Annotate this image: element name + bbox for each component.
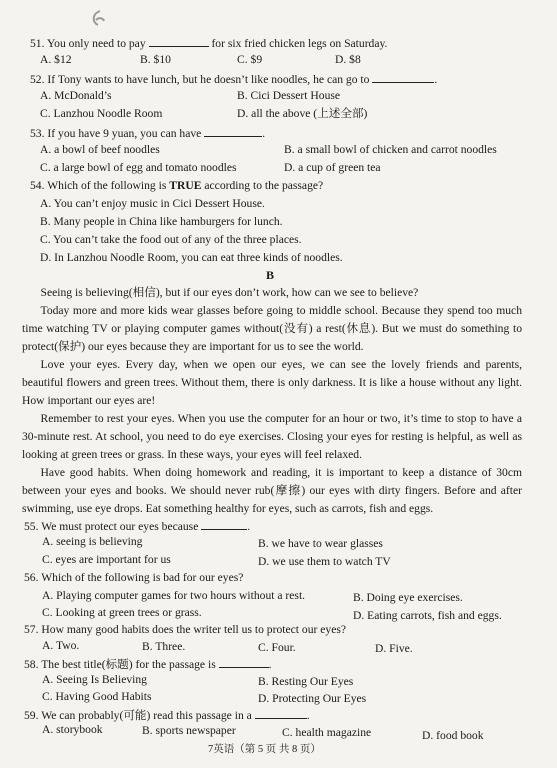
question-58: 58. The best title(标题) for the passage is . (24, 658, 272, 671)
answer-blank[interactable] (204, 125, 262, 137)
option-a: A. McDonald’s (40, 89, 112, 102)
option-d: D. all the above (上述全部) (237, 107, 368, 120)
option-c: C. Lanzhou Noodle Room (40, 107, 163, 120)
option-b: B. Cici Dessert House (237, 89, 341, 102)
option-b: B. Doing eye exercises. (353, 591, 463, 604)
option-a: A. $12 (40, 53, 72, 66)
option-d: D. we use them to watch TV (258, 555, 391, 568)
answer-blank[interactable] (372, 71, 434, 83)
paragraph: Remember to rest your eyes. When you use the computer for an hour or two, it’s time to stop to have a 30-minute rest. At school, you need to do eye exercises. Closing your eyes for resting is helpful, as well as looking at green trees or grass. In these ways, your eyes will feel relaxed. (22, 412, 522, 462)
question-53: 53. If you have 9 yuan, you can have . (30, 127, 266, 140)
answer-blank[interactable] (149, 35, 209, 47)
option-d: D. $8 (335, 53, 361, 66)
section-heading: B (266, 268, 275, 282)
option-a: A. a bowl of beef noodles (40, 143, 160, 156)
option-a: A. Playing computer games for two hours without a rest. (42, 589, 306, 602)
option-b: B. $10 (140, 53, 171, 66)
question-51: 51. You only need to pay for six fried chicken legs on Saturday. (30, 37, 388, 50)
page-footer: 7英语（第 5 页 共 8 页） (208, 744, 321, 755)
paragraph: Have good habits. When doing homework and reading, it is important to keep a distance of 30cm between your eyes and books. We should never rub(摩擦) our eyes with dirty fingers. Before and after swimming, use eye drops. Eat something healthy for eyes, such as carrots, fish and eggs. (22, 466, 522, 516)
option-b: B. Resting Our Eyes (258, 675, 354, 688)
option-a: A. seeing is believing (42, 535, 143, 548)
option-c: C. Four. (258, 641, 296, 654)
paragraph: Today more and more kids wear glasses before going to middle school. Because they spend too much time watching TV or playing computer games without(没有) a rest(休息). But we must do something to protect(保护) our eyes because they are important for us to see the world. (22, 304, 522, 354)
question-52: 52. If Tony wants to have lunch, but he doesn’t like noodles, he can go to . (30, 73, 438, 86)
option-d: D. In Lanzhou Noodle Room, you can eat three kinds of noodles. (40, 251, 343, 264)
option-b: B. we have to wear glasses (258, 537, 383, 550)
option-b: B. sports newspaper (142, 724, 236, 737)
option-a: A. Seeing Is Believing (42, 673, 147, 686)
answer-blank[interactable] (219, 656, 269, 668)
option-c: C. eyes are important for us (42, 553, 171, 566)
paragraph: Seeing is believing(相信), but if our eyes don’t work, how can we see to believe? (40, 286, 419, 299)
question-59: 59. We can probably(可能) read this passage in a . (24, 709, 310, 722)
question-57: 57. How many good habits does the writer tell us to protect our eyes? (24, 623, 346, 636)
option-a: A. You can’t enjoy music in Cici Dessert House. (40, 197, 265, 210)
option-a: A. Two. (42, 639, 80, 652)
option-b: B. Many people in China like hamburgers for lunch. (40, 215, 283, 228)
option-b: B. Three. (142, 640, 186, 653)
paragraph: Love your eyes. Every day, when we open our eyes, we can see the lovely friends and parents, beautiful flowers and green trees. Without them, there is only darkness. It is like a house without any light. How important our eyes are! (22, 358, 522, 408)
option-c: C. Having Good Habits (42, 690, 152, 703)
option-a: A. storybook (42, 723, 103, 736)
answer-blank[interactable] (201, 518, 247, 530)
option-b: B. a small bowl of chicken and carrot noodles (284, 143, 497, 156)
option-d: D. a cup of green tea (284, 161, 381, 174)
question-54: 54. Which of the following is TRUE according to the passage? (30, 179, 324, 192)
question-56: 56. Which of the following is bad for our eyes? (24, 571, 244, 584)
option-c: C. health magazine (282, 726, 372, 739)
option-c: C. You can’t take the food out of any of the three places. (40, 233, 302, 246)
option-d: D. Protecting Our Eyes (258, 692, 367, 705)
option-c: C. a large bowl of egg and tomato noodles (40, 161, 237, 174)
answer-blank[interactable] (255, 707, 307, 719)
option-d: D. food book (422, 729, 484, 742)
option-c: C. $9 (237, 53, 263, 66)
option-c: C. Looking at green trees or grass. (42, 606, 202, 619)
option-d: D. Five. (375, 642, 413, 655)
question-55: 55. We must protect our eyes because . (24, 520, 251, 533)
option-d: D. Eating carrots, fish and eggs. (353, 609, 502, 622)
